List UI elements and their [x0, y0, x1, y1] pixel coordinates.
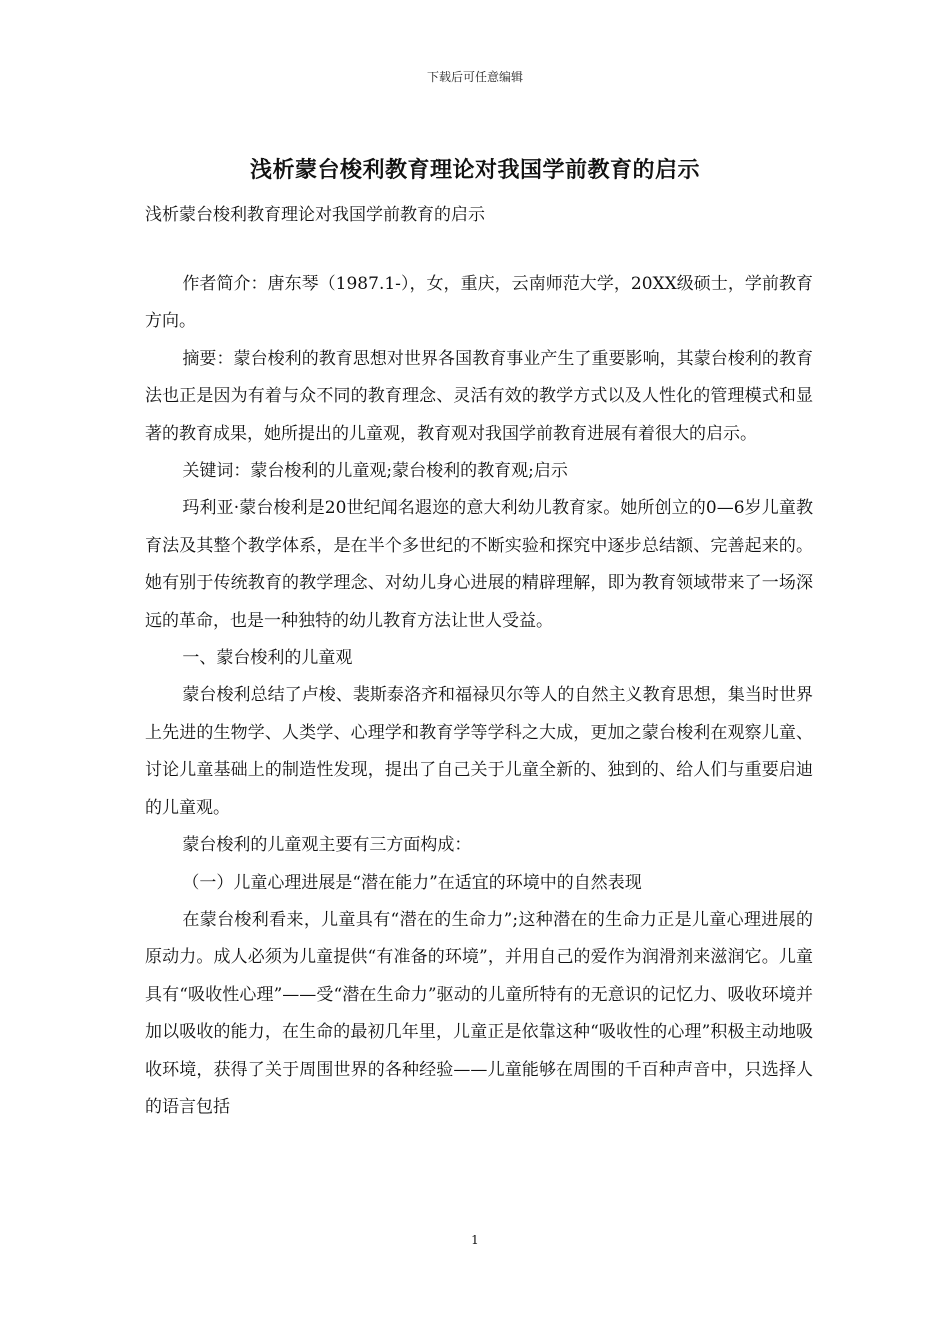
document-body [145, 266, 813, 1126]
header-note: 下载后可任意编辑 [426, 70, 523, 84]
document-subtitle: 浅析蒙台梭利教育理论对我国学前教育的启示 [145, 205, 485, 225]
body-paragraph: 蒙台梭利总结了卢梭、裴斯泰洛齐和福禄贝尔等人的自然主义教育思想，集当时世界上先进的生物学、人类学、心理学和教育学等学科之大成，更加之蒙台梭利在观察儿童、讨论儿童基础上的制造性发现，提出了自己关于儿童全新的、独到的、给人们与重要启迪的儿童观。 [145, 685, 813, 818]
abstract-paragraph: 摘要：蒙台梭利的教育思想对世界各国教育事业产生了重要影响，其蒙台梭利的教育法也正是因为有着与众不同的教育理念、灵活有效的教学方式以及人性化的管理模式和显著的教育成果，她所提出的儿童观，教育观对我国学前教育进展有着很大的启示。 [145, 348, 813, 444]
body-paragraph: 在蒙台梭利看来，儿童具有“潜在的生命力”;这种潜在的生命力正是儿童心理进展的原动力。成人必须为儿童提供“有准备的环境”，并用自己的爱作为润滑剂来滋润它。儿童具有“吸收性心理”——受“潜在生命力”驱动的儿童所特有的无意识的记忆力、吸收环境并加以吸收的能力，在生命的最初几年里，儿童正是依靠这种“吸收性的心理”积极主动地吸收环境，获得了关于周围世界的各种经验——儿童能够在周围的千百种声音中，只选择人的语言包括 [145, 909, 813, 1117]
document-title: 浅析蒙台梭利教育理论对我国学前教育的启示 [249, 158, 700, 183]
intro-paragraph: 玛利亚·蒙台梭利是20世纪闻名遐迩的意大利幼儿教育家。她所创立的0—6岁儿童教育法及其整个教学体系，是在半个多世纪的不断实验和探究中逐步总结额、完善起来的。她有别于传统教育的教学理念、对幼儿身心进展的精辟理解，即为教育领域带来了一场深远的革命，也是一种独特的幼儿教育方法让世人受益。 [145, 498, 813, 631]
page-number: 1 [471, 1233, 479, 1247]
author-bio-paragraph: 作者简介：唐东琴（1987.1-），女，重庆，云南师范大学，20XX级硕士，学前教育方向。 [145, 274, 813, 332]
subsection-heading-1: （一）儿童心理进展是“潜在能力”在适宜的环境中的自然表现 [182, 872, 642, 893]
body-paragraph: 蒙台梭利的儿童观主要有三方面构成： [182, 835, 472, 856]
keywords-paragraph: 关键词：蒙台梭利的儿童观;蒙台梭利的教育观;启示 [182, 461, 568, 482]
section-heading-1: 一、蒙台梭利的儿童观 [182, 648, 353, 669]
